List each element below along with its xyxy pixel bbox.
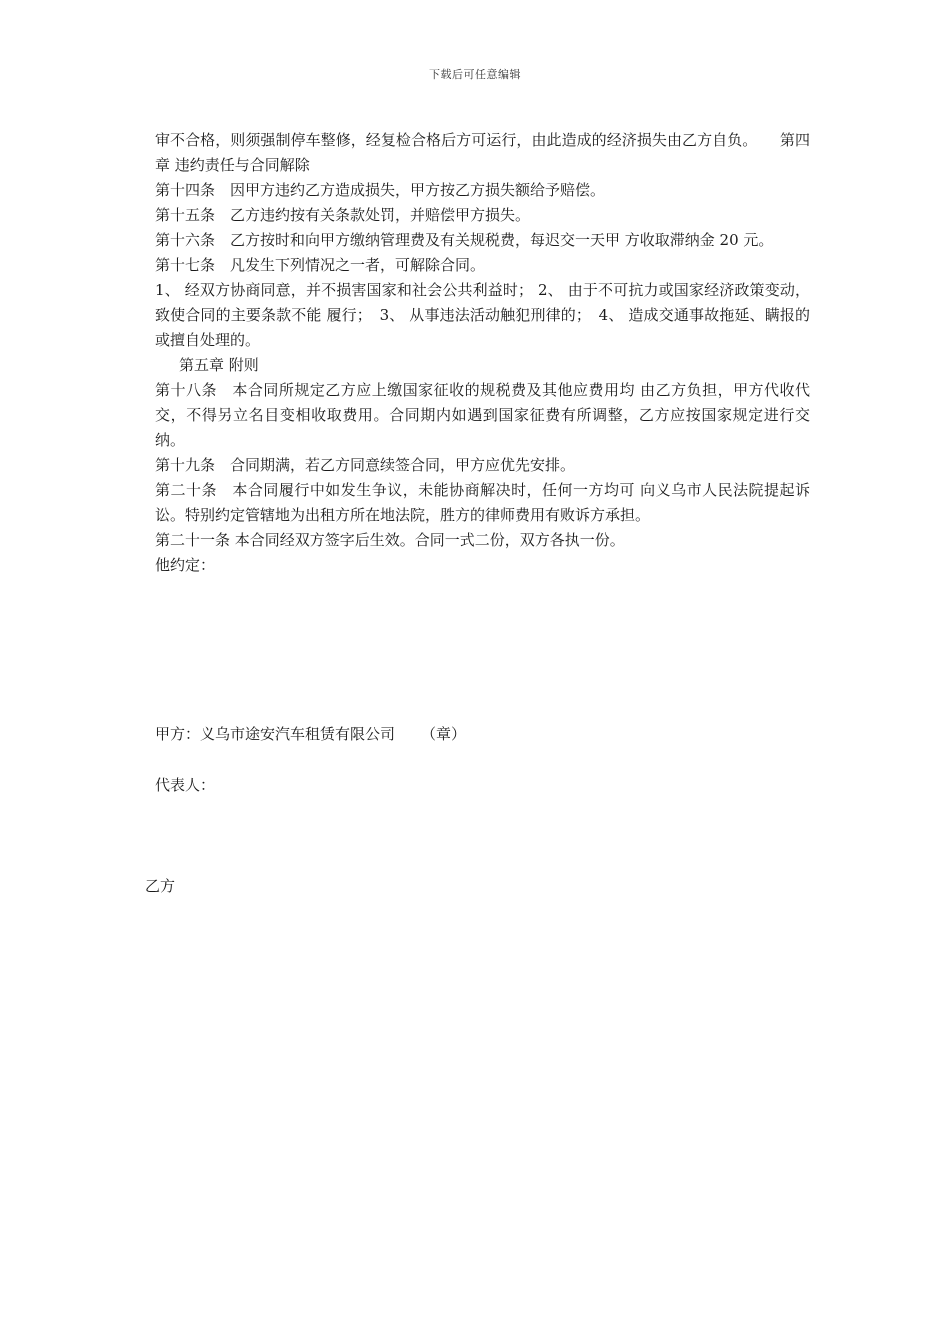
article-16: 第十六条 乙方按时和向甲方缴纳管理费及有关规税费，每迟交一天甲 方收取滞纳金 20 元。 [155, 231, 774, 249]
party-a-signature-line [155, 724, 466, 744]
chapter-5-heading: 第五章 附则 [179, 356, 259, 374]
representative-label: 代表人： [155, 776, 216, 794]
paragraph-continuation: 审不合格，则须强制停车整修，经复检合格后方可运行，由此造成的经济损失由乙方自负。 第四章 违约责任与合同解除 [155, 131, 810, 174]
article-18: 第十八条 本合同所规定乙方应上缴国家征收的规税费及其他应费用均 由乙方负担，甲方代收代交，不得另立名目变相收取费用。合同期内如遇到国家征费有所调整，乙方应按国家规定进行交纳。 [155, 381, 810, 449]
article-19: 第十九条 合同期满，若乙方同意续签合同，甲方应优先安排。 [155, 456, 576, 474]
termination-conditions: 1、 经双方协商同意，并不损害国家和社会公共利益时； 2、 由于不可抗力或国家经济政策变动，致使合同的主要条款不能 履行； 3、 从事违法活动触犯刑律的； 4、 造成交通事故拖延、瞒报的或擅自处理的。 [155, 281, 810, 349]
page-header: 下载后可任意编辑 [429, 68, 521, 81]
party-a-label: 甲方：义乌市途安汽车租赁有限公司 [155, 725, 396, 743]
stamp-note: （章） [421, 725, 467, 743]
article-21: 第二十一条 本合同经双方签字后生效。合同一式二份，双方各执一份。 [155, 531, 625, 549]
article-20: 第二十条 本合同履行中如发生争议，未能协商解决时，任何一方均可 向义乌市人民法院提起诉讼。特别约定管辖地为出租方所在地法院，胜方的律师费用有败诉方承担。 [155, 481, 810, 524]
article-17: 第十七条 凡发生下列情况之一者，可解除合同。 [155, 256, 486, 274]
article-14: 第十四条 因甲方违约乙方造成损失，甲方按乙方损失额给予赔偿。 [155, 181, 606, 199]
other-agreements: 他约定： [155, 556, 216, 574]
article-15: 第十五条 乙方违约按有关条款处罚，并赔偿甲方损失。 [155, 206, 531, 224]
contract-body [155, 128, 810, 578]
party-b-label: 乙方 [145, 877, 176, 895]
